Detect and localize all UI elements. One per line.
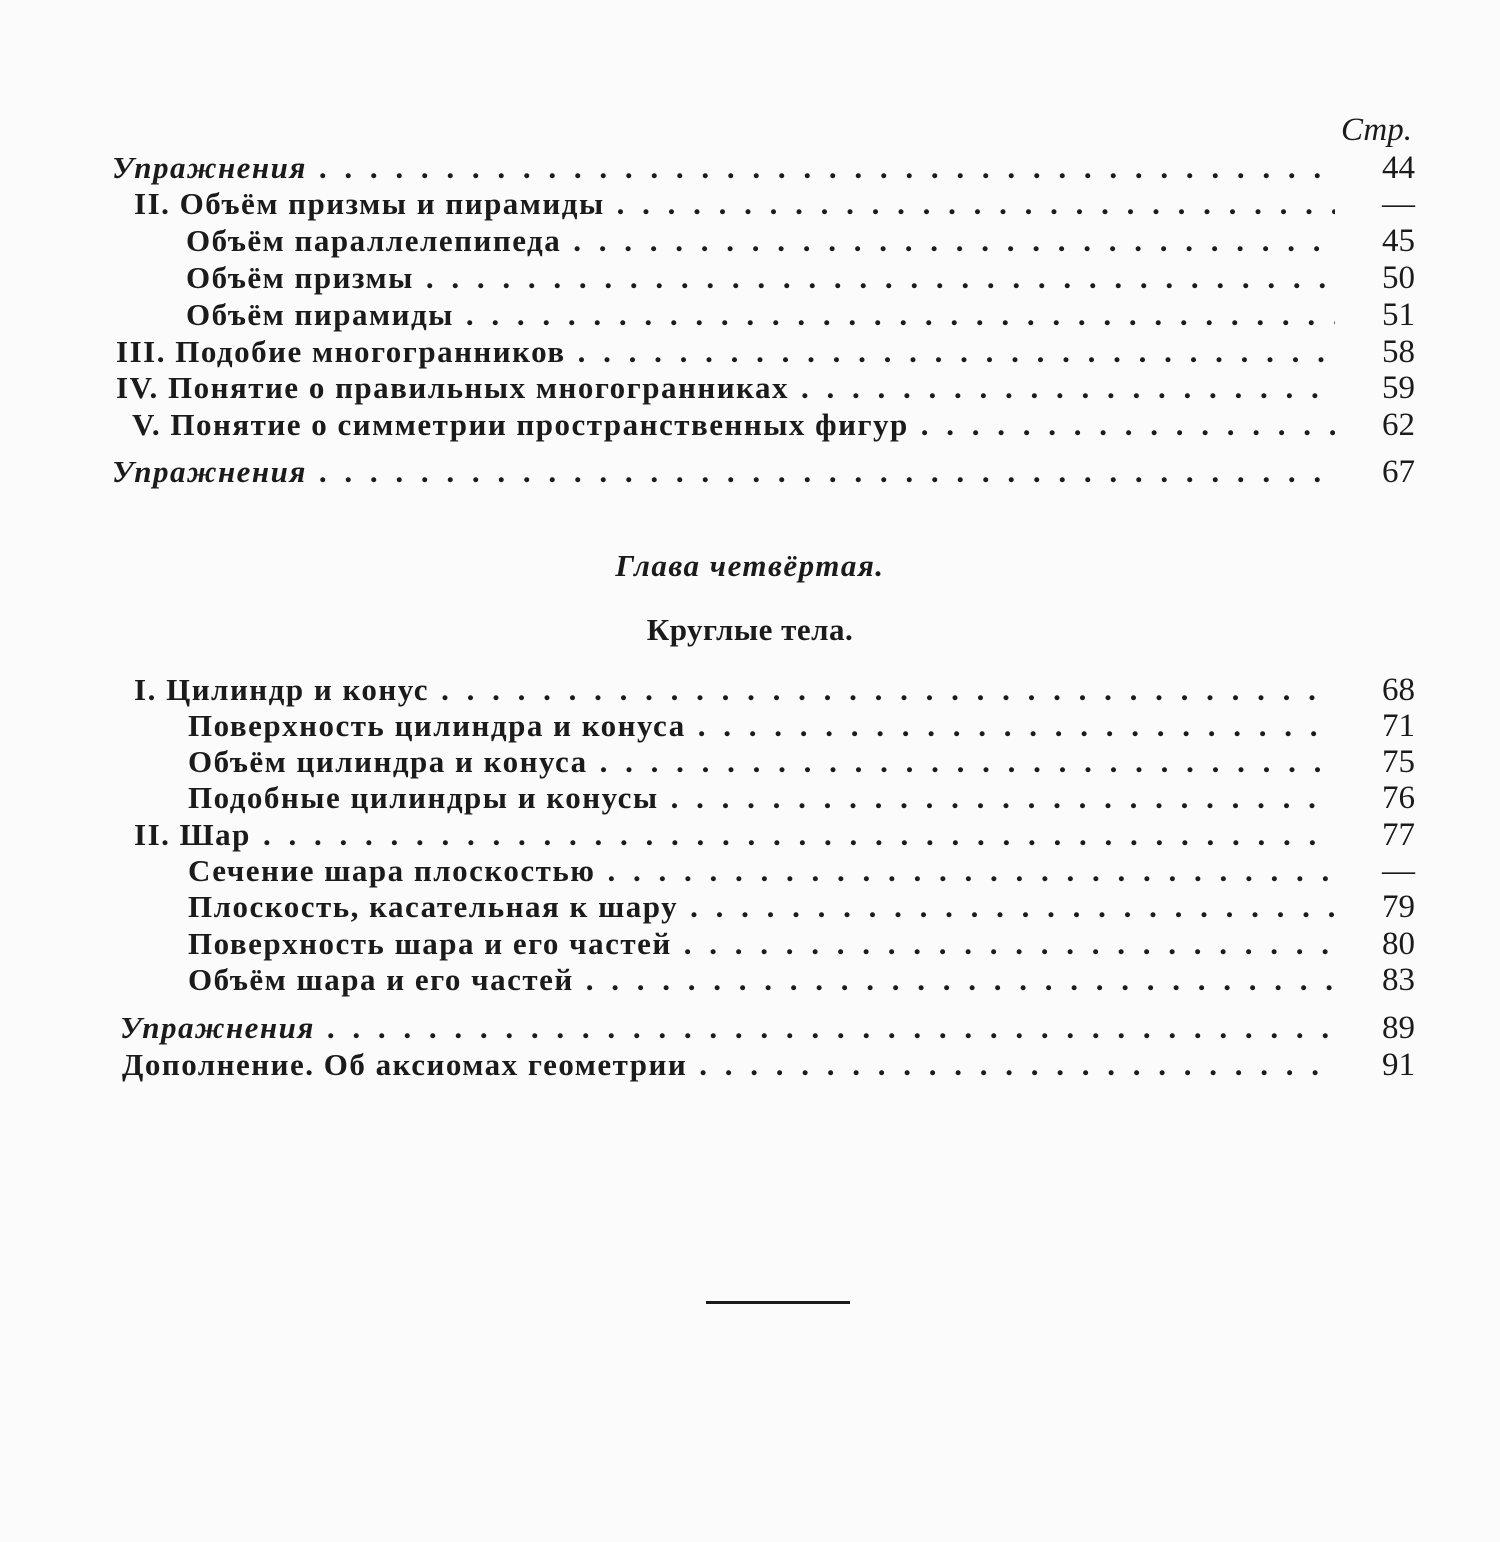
toc-entry: [0, 962, 1415, 1002]
toc-entry-number: II.: [134, 186, 180, 221]
toc-entry-page: 44: [1382, 150, 1415, 186]
toc-entry-page: 91: [1382, 1047, 1415, 1083]
dot-leader: [327, 1010, 1335, 1046]
toc-entry-page: 89: [1382, 1010, 1415, 1046]
toc-entry-title: Плоскость, касательная к шару: [188, 889, 679, 924]
toc-entry: [0, 780, 1415, 820]
toc-entry-label: [188, 708, 686, 744]
toc-entry-page: —: [1382, 853, 1415, 889]
dot-leader: [690, 889, 1335, 925]
toc-entry: [0, 672, 1415, 712]
chapter-heading: Глава четвёртая.: [615, 548, 885, 583]
toc-entry-label: [188, 926, 672, 962]
toc-entry-page: 50: [1382, 260, 1415, 296]
toc-entry: [0, 744, 1415, 784]
toc-entry-title: Объём призмы: [186, 260, 414, 295]
toc-entry-title: Поверхность цилиндра и конуса: [188, 708, 686, 743]
toc-entry-title: Сечение шара плоскостью: [188, 853, 596, 888]
toc-entry-title: Объём призмы и пирамиды: [179, 186, 605, 221]
toc-entry-number: II.: [134, 817, 180, 852]
toc-entry-title: Цилиндр и конус: [166, 672, 430, 707]
toc-entry-label: [188, 853, 595, 889]
dot-leader: [684, 926, 1335, 962]
dot-leader: [699, 1047, 1335, 1083]
toc-entry-page: 45: [1382, 223, 1415, 259]
toc-entry-label: [122, 1047, 687, 1083]
toc-entry-label: [188, 780, 659, 816]
toc-entry: [0, 889, 1415, 929]
toc-entry: [0, 1010, 1415, 1050]
toc-entry: [0, 708, 1415, 748]
toc-entry-number: IV.: [116, 370, 168, 405]
toc-entry-label: [134, 672, 429, 708]
toc-entry-title: Объём параллелепипеда: [186, 223, 562, 258]
toc-entry-page: 83: [1382, 962, 1415, 998]
toc-entry: [0, 926, 1415, 966]
toc-entry-title: Объём цилиндра и конуса: [188, 744, 588, 779]
toc-entry-page: 67: [1382, 454, 1415, 490]
toc-entry-title: Шар: [179, 817, 251, 852]
toc-entry-label: [188, 889, 678, 925]
toc-entry-page: 71: [1382, 708, 1415, 744]
dot-leader: [441, 672, 1335, 708]
toc-entry-page: 79: [1382, 889, 1415, 925]
toc-entry-number: I.: [134, 672, 167, 707]
toc-entry-title: Объём шара и его частей: [188, 962, 574, 997]
toc-entry-number: III.: [116, 334, 176, 369]
dot-leader: [586, 962, 1335, 998]
toc-entry-page: 59: [1382, 370, 1415, 406]
dot-leader: [671, 780, 1335, 816]
toc-entry-page: 58: [1382, 334, 1415, 370]
toc-entry: [0, 853, 1415, 893]
toc-entry: [0, 817, 1415, 857]
toc-entry-page: 80: [1382, 926, 1415, 962]
toc-entry-page: 51: [1382, 297, 1415, 333]
toc-entry-title: Подобие многогранников: [175, 334, 566, 369]
chapter-title: Круглые тела.: [646, 612, 854, 647]
toc-entry-page: 62: [1382, 407, 1415, 443]
toc-entry-label: [134, 817, 251, 853]
divider-rule: [706, 1301, 850, 1304]
toc-entry-title: Подобные цилиндры и конусы: [188, 780, 659, 815]
toc-entry-title: Дополнение. Об аксиомах геометрии: [122, 1047, 688, 1082]
toc-entry: [0, 1047, 1415, 1087]
toc-entry-label: [188, 962, 574, 998]
toc-entry-title: Объём пирамиды: [186, 297, 454, 332]
toc-entry-page: 77: [1382, 817, 1415, 853]
toc-entry-title: Упражнения: [112, 454, 307, 489]
page-column-header: Стр.: [1340, 112, 1412, 148]
toc-entry-title: Упражнения: [112, 150, 307, 185]
toc-entry-label: [188, 744, 588, 780]
toc-entry-title: Упражнения: [120, 1010, 315, 1045]
dot-leader: [600, 744, 1335, 780]
toc-entry-title: Поверхность шара и его частей: [188, 926, 672, 961]
toc-entry-page: —: [1382, 186, 1415, 222]
toc-entry-number: V.: [132, 407, 171, 442]
toc-entry-page: 75: [1382, 744, 1415, 780]
toc-entry-page: 68: [1382, 672, 1415, 708]
dot-leader: [698, 708, 1335, 744]
toc-entry-title: Понятие о правильных многогранниках: [167, 370, 789, 405]
dot-leader: [607, 853, 1335, 889]
toc-entry-label: [120, 1010, 315, 1046]
dot-leader: [263, 817, 1335, 853]
toc-entry-page: 76: [1382, 780, 1415, 816]
toc-entry-title: Понятие о симметрии пространственных фигур: [170, 407, 909, 442]
